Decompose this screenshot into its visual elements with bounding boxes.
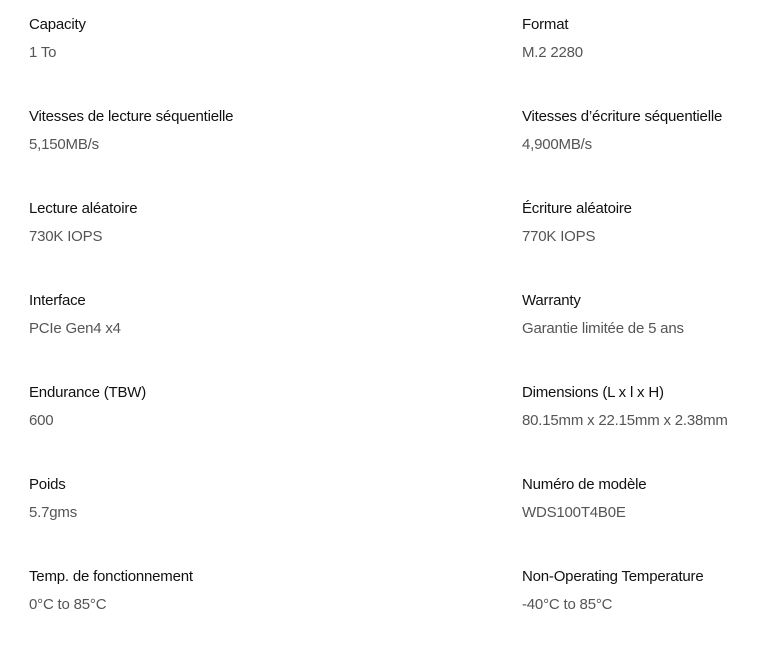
spec-value: 730K IOPS (29, 228, 103, 245)
spec-endurance (29, 384, 269, 430)
spec-label: Format (522, 16, 569, 33)
spec-value: 1 To (29, 44, 57, 61)
spec-value: -40°C to 85°C (522, 596, 613, 613)
spec-sequential-read (29, 108, 269, 154)
spec-value: Garantie limitée de 5 ans (522, 320, 684, 337)
spec-value: 770K IOPS (522, 228, 596, 245)
spec-value: 5.7gms (29, 504, 77, 521)
spec-value: 600 (29, 412, 54, 429)
spec-operating-temperature (29, 568, 269, 614)
spec-value: 4,900MB/s (522, 136, 592, 153)
spec-label: Interface (29, 292, 86, 309)
spec-random-write (522, 200, 762, 246)
spec-value: PCIe Gen4 x4 (29, 320, 121, 337)
spec-interface (29, 292, 269, 338)
spec-label: Écriture aléatoire (522, 200, 632, 217)
spec-format (522, 16, 762, 62)
spec-value: 0°C to 85°C (29, 596, 107, 613)
spec-value: 80.15mm x 22.15mm x 2.38mm (522, 412, 728, 429)
spec-non-operating-temperature (522, 568, 762, 614)
spec-label: Numéro de modèle (522, 476, 647, 493)
spec-label: Dimensions (L x l x H) (522, 384, 664, 401)
spec-value: WDS100T4B0E (522, 504, 626, 521)
spec-warranty (522, 292, 762, 338)
spec-weight (29, 476, 269, 522)
spec-label: Temp. de fonctionnement (29, 568, 193, 585)
spec-label: Endurance (TBW) (29, 384, 147, 401)
spec-label: Poids (29, 476, 66, 493)
spec-value: M.2 2280 (522, 44, 583, 61)
spec-label: Warranty (522, 292, 581, 309)
spec-model-number (522, 476, 762, 522)
spec-label: Lecture aléatoire (29, 200, 138, 217)
spec-value: 5,150MB/s (29, 136, 99, 153)
spec-random-read (29, 200, 269, 246)
spec-label: Non-Operating Temperature (522, 568, 704, 585)
spec-dimensions (522, 384, 762, 430)
spec-sequential-write (522, 108, 762, 154)
spec-label: Vitesses d’écriture séquentielle (522, 108, 723, 125)
spec-label: Vitesses de lecture séquentielle (29, 108, 234, 125)
spec-label: Capacity (29, 16, 86, 33)
spec-capacity (29, 16, 269, 62)
